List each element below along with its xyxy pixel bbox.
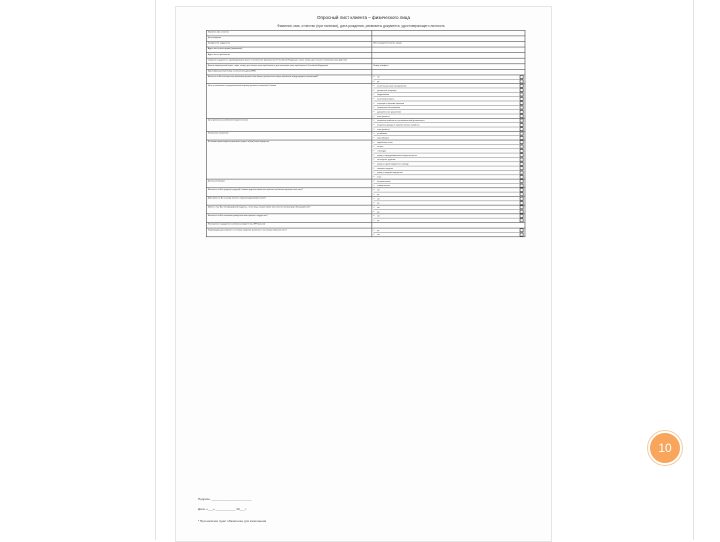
bullet-icon: • bbox=[373, 109, 375, 114]
bullet-icon: • bbox=[373, 96, 375, 101]
answer-option-label: да bbox=[377, 193, 380, 196]
date-line: Дата: «___» ____________ 20___ г. bbox=[198, 507, 248, 511]
form-row bbox=[206, 228, 525, 237]
checkbox[interactable] bbox=[520, 75, 524, 79]
answer-cell[interactable] bbox=[372, 75, 525, 84]
footnote: * При наличии пункт обязателен для заполнения bbox=[198, 519, 267, 523]
question-cell: Данные миграционной карты, серия, номер, дата начала срока пребывания и дата окончания срока пребывания в Российской Федерации bbox=[206, 64, 372, 70]
checkbox[interactable] bbox=[520, 132, 524, 136]
bullet-icon: • bbox=[373, 149, 375, 153]
bullet-icon: • bbox=[373, 209, 375, 213]
answer-cell[interactable] bbox=[372, 140, 525, 179]
checkbox[interactable] bbox=[520, 205, 524, 209]
checkbox[interactable] bbox=[520, 84, 524, 88]
bullet-icon: • bbox=[373, 157, 375, 161]
answer-cell[interactable] bbox=[372, 205, 525, 214]
question-cell: Фамилия, имя, отчество bbox=[206, 30, 372, 36]
answer-option-label: иное bbox=[377, 175, 382, 179]
answer-option-label: нет bbox=[377, 214, 381, 218]
checkbox[interactable] bbox=[520, 171, 524, 175]
answer-option-label: пенсия bbox=[377, 145, 384, 148]
checkbox[interactable] bbox=[520, 197, 524, 201]
checkbox[interactable] bbox=[520, 136, 524, 140]
answer-option-label: да bbox=[377, 219, 380, 222]
checkbox[interactable] bbox=[520, 114, 524, 118]
answer-option-label: расчетно-кассовое обслуживание bbox=[377, 84, 407, 88]
answer-option-label: да bbox=[377, 80, 380, 83]
question-cell: Цель финансово-хозяйственной деятельности bbox=[206, 118, 372, 131]
answer-option-label: операции с ценными бумагами bbox=[377, 101, 404, 105]
question-cell: Идентификационный номер налогоплательщика (ИНН) bbox=[206, 69, 372, 75]
question-cell: Дата рождения bbox=[206, 36, 372, 42]
checkbox[interactable] bbox=[520, 97, 524, 101]
checkbox[interactable] bbox=[520, 80, 524, 84]
checkbox[interactable] bbox=[520, 101, 524, 105]
question-cell: Деловая репутация bbox=[206, 179, 372, 188]
answer-option-label: валютный контроль bbox=[377, 97, 395, 101]
bullet-icon: • bbox=[373, 105, 375, 109]
bullet-icon: • bbox=[373, 232, 375, 236]
checkbox[interactable] bbox=[520, 110, 524, 114]
answer-option-label: да bbox=[377, 201, 380, 205]
answer-option-label: нет bbox=[377, 188, 381, 192]
checkbox[interactable] bbox=[520, 88, 524, 92]
bullet-icon: • bbox=[373, 140, 375, 144]
answer-option-label: получение дохода от ведения личного хозяйства bbox=[377, 123, 420, 127]
question-cell: Цель установления и предполагаемый характер деловых отношений с Банком bbox=[206, 84, 372, 119]
answer-option-label: брокерское обслуживание bbox=[377, 106, 400, 109]
bullet-icon: • bbox=[373, 136, 375, 140]
bullet-icon: • bbox=[373, 92, 375, 96]
answer-option-label: нет bbox=[377, 233, 381, 236]
checkbox[interactable] bbox=[520, 175, 524, 179]
bullet-icon: • bbox=[373, 118, 375, 122]
answer-option-label: нет bbox=[377, 75, 381, 79]
bullet-icon: • bbox=[373, 83, 375, 88]
slide-right-border bbox=[693, 0, 694, 540]
answer-option-label: доверительное управление bbox=[377, 110, 401, 114]
answer-option-label: наследство, дарение bbox=[377, 158, 396, 161]
answer-option-label: доход от предпринимательской деятельности bbox=[377, 154, 417, 157]
bullet-icon: • bbox=[373, 201, 375, 205]
bullet-icon: • bbox=[373, 88, 375, 92]
bullet-icon: • bbox=[373, 228, 375, 232]
bullet-icon: • bbox=[373, 175, 375, 179]
question-cell: Источники происхождения денежных средств и (или) иного имущества bbox=[206, 140, 372, 179]
question-cell: Иностранное государство налогового резидентства, ИНН (аналог) bbox=[206, 223, 372, 229]
answer-option-label: да bbox=[377, 229, 380, 232]
checkbox[interactable] bbox=[520, 184, 524, 188]
checkbox[interactable] bbox=[520, 162, 524, 166]
question-cell: Действуете ли Вы к выгоде третьего лица (выгодоприобретателя)? bbox=[206, 196, 372, 205]
checkbox[interactable] bbox=[520, 145, 524, 149]
bullet-icon: • bbox=[373, 75, 375, 79]
checkbox[interactable] bbox=[520, 127, 524, 131]
bullet-icon: • bbox=[373, 144, 375, 148]
answer-option-label: отрицательная bbox=[377, 184, 391, 187]
form-row bbox=[206, 75, 525, 84]
checkbox[interactable] bbox=[520, 106, 524, 110]
question-cell: Сведения о документе, подтверждающем право на пребывание (проживание) в Российской Федерации, серия, номер, дата начала и окончания срока действия bbox=[206, 58, 372, 64]
question-cell: Гражданство, подданство bbox=[206, 41, 372, 47]
checkbox[interactable] bbox=[520, 233, 524, 237]
answer-cell[interactable]: Номер телефона bbox=[372, 64, 525, 70]
answer-option-label: заработная плата bbox=[377, 140, 393, 144]
answer-cell[interactable]: Место рождения (страна, город) bbox=[372, 41, 525, 47]
checkbox[interactable] bbox=[520, 179, 524, 183]
checkbox[interactable] bbox=[520, 93, 524, 97]
answer-cell[interactable] bbox=[372, 188, 525, 200]
question-cell: Финансовое положение bbox=[206, 131, 372, 140]
form-row bbox=[206, 118, 525, 131]
checkbox[interactable] bbox=[520, 228, 524, 232]
form-row bbox=[206, 188, 525, 197]
answer-cell[interactable] bbox=[372, 131, 525, 140]
form-row bbox=[206, 196, 525, 205]
question-cell: Является ли Вы иностранным публичным должностным лицом, должностным лицом публичных международных организаций? bbox=[206, 75, 372, 84]
answer-option-label: неустойчивое bbox=[377, 136, 389, 140]
answer-option-label: да bbox=[377, 210, 380, 213]
form-row bbox=[206, 205, 525, 214]
checkbox[interactable] bbox=[520, 158, 524, 162]
bullet-icon: • bbox=[373, 131, 375, 135]
answer-option-label: кредитование bbox=[377, 93, 390, 96]
bullet-icon: • bbox=[373, 192, 375, 196]
form-row bbox=[206, 84, 525, 119]
answer-cell[interactable] bbox=[372, 214, 525, 223]
questionnaire-table bbox=[206, 30, 525, 237]
question-cell: Адрес места пребывания bbox=[206, 53, 372, 59]
page-number-badge: 10 bbox=[648, 431, 682, 465]
answer-option-label: положительная bbox=[377, 180, 391, 183]
answer-option-label: иное (указать) bbox=[377, 114, 390, 118]
question-cell: Адрес места регистрации (проживания) bbox=[206, 47, 372, 53]
bullet-icon: • bbox=[373, 196, 375, 200]
checkbox[interactable] bbox=[520, 149, 524, 153]
answer-cell[interactable] bbox=[372, 196, 525, 205]
answer-option-label: нет bbox=[377, 206, 381, 209]
bullet-icon: • bbox=[373, 79, 375, 83]
checkbox[interactable] bbox=[520, 218, 524, 222]
bullet-icon: • bbox=[373, 218, 375, 222]
question-cell: Имеется ли у Вас бенефициарный владелец – иное лицо, которое прямо или косвенно контролирует Ваши действия? bbox=[206, 205, 372, 214]
checkbox[interactable] bbox=[520, 119, 524, 123]
form-subtitle: Фамилия, имя, отчество (при наличии), дата рождения, реквизиты документа, удостоверяющего личность bbox=[277, 24, 445, 28]
form-row bbox=[206, 140, 525, 179]
answer-option-label: иное (указать) bbox=[377, 127, 390, 131]
answer-option-label: доход от сдачи имущества в аренду bbox=[377, 162, 409, 166]
bullet-icon: • bbox=[373, 183, 375, 187]
slide-left-border bbox=[155, 0, 156, 540]
answer-option-label: получение прибыли от систематической деятельности bbox=[377, 119, 425, 122]
checkbox[interactable] bbox=[520, 214, 524, 218]
form-row bbox=[206, 179, 525, 188]
checkbox[interactable] bbox=[520, 192, 524, 196]
answer-option-label: депозитные операции bbox=[377, 88, 397, 92]
form-title: Опросный лист клиента – физического лица bbox=[317, 15, 410, 20]
answer-option-label: доход от продажи имущества bbox=[377, 171, 403, 174]
bullet-icon: • bbox=[373, 188, 375, 192]
checkbox[interactable] bbox=[520, 153, 524, 157]
answer-cell[interactable] bbox=[372, 228, 525, 237]
answer-cell[interactable] bbox=[372, 118, 525, 131]
checkbox[interactable] bbox=[520, 166, 524, 170]
question-cell: Являетесь ли Вы налоговым резидентом иностранного государства? bbox=[206, 214, 372, 223]
checkbox[interactable] bbox=[520, 210, 524, 214]
checkbox[interactable] bbox=[520, 201, 524, 205]
checkbox[interactable] bbox=[520, 140, 524, 144]
signature-line: Подпись: ________________________ bbox=[198, 497, 252, 501]
bullet-icon: • bbox=[373, 166, 375, 170]
bullet-icon: • bbox=[373, 127, 375, 131]
answer-option[interactable] bbox=[373, 233, 523, 237]
bullet-icon: • bbox=[373, 170, 375, 174]
answer-option-label: устойчивое bbox=[377, 132, 387, 135]
checkbox[interactable] bbox=[520, 123, 524, 127]
bullet-icon: • bbox=[373, 114, 375, 118]
form-row bbox=[206, 214, 525, 223]
answer-option-label: заемные средства bbox=[377, 167, 394, 170]
question-cell: Являетесь ли Вы супругом (супругой), близким родственником иностранного публичного должностного лица? bbox=[206, 188, 372, 197]
bullet-icon: • bbox=[373, 214, 375, 218]
form-page bbox=[175, 6, 552, 542]
bullet-icon: • bbox=[373, 153, 375, 157]
checkbox[interactable] bbox=[520, 188, 524, 192]
bullet-icon: • bbox=[373, 179, 375, 183]
bullet-icon: • bbox=[373, 162, 375, 166]
form-row bbox=[206, 131, 525, 140]
bullet-icon: • bbox=[373, 123, 375, 127]
question-cell: Подтверждаю достоверность и полноту сведений, указанных в настоящем опросном листе bbox=[206, 228, 372, 237]
answer-option-label: нет bbox=[377, 197, 381, 200]
bullet-icon: • bbox=[373, 205, 375, 209]
answer-option-label: стипендия bbox=[377, 149, 387, 153]
answer-cell[interactable] bbox=[372, 179, 525, 188]
bullet-icon: • bbox=[373, 101, 375, 105]
